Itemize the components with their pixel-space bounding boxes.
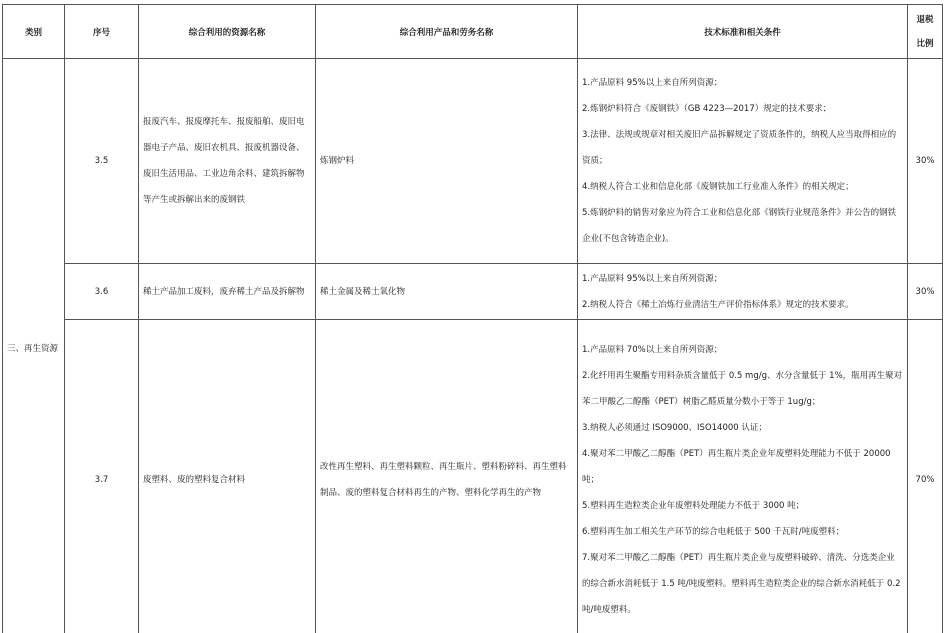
standard-cell — [578, 59, 908, 264]
standard-line: 5.塑料再生造粒类企业年废塑料处理能力不低于 3000 吨； — [582, 500, 805, 511]
standard-cell — [578, 320, 908, 633]
header-ratio-line2: 比例 — [916, 38, 934, 49]
table-row — [3, 320, 943, 633]
standard-line: 4.纳税人符合工业和信息化部《废钢铁加工行业准入条件》的相关规定； — [582, 182, 854, 192]
standard-line: 1.产品原料 95%以上来自所列资源； — [582, 78, 723, 88]
category-cell: 三、再生资源 — [3, 59, 65, 633]
seq-cell: 3.5 — [65, 59, 139, 264]
header-product: 综合利用产品和劳务名称 — [316, 5, 578, 59]
product-cell: 炼钢炉料 — [316, 59, 578, 264]
resource-cell: 废塑料、废的塑料复合材料 — [139, 320, 316, 633]
header-standard: 技术标准和相关条件 — [578, 5, 908, 59]
standard-line: 3.纳税人必须通过 ISO9000、ISO14000 认证； — [582, 422, 767, 433]
standard-line: 1.产品原料 95%以上来自所列资源； — [582, 273, 723, 284]
table-row — [3, 59, 943, 264]
seq-cell: 3.7 — [65, 320, 139, 633]
header-resource: 综合利用的资源名称 — [139, 5, 316, 59]
ratio-cell: 30% — [908, 264, 943, 320]
resource-cell: 报废汽车、报废摩托车、报废船舶、废旧电器电子产品、废旧农机具、报废机器设备、废旧生活用品、工业边角余料、建筑拆解物等产生或拆解出来的废钢铁 — [139, 59, 316, 264]
policy-table — [2, 4, 943, 633]
standard-line: 2.炼钢炉料符合《废钢铁》（GB 4223—2017）规定的技术要求； — [582, 104, 832, 114]
header-row — [3, 5, 943, 59]
table-row — [3, 264, 943, 320]
ratio-cell: 70% — [908, 320, 943, 633]
header-seq: 序号 — [65, 5, 139, 59]
standard-line: 6.塑料再生加工相关生产环节的综合电耗低于 500 千瓦时/吨废塑料； — [582, 526, 845, 537]
standard-line: 4.聚对苯二甲酸乙二醇酯（PET）再生瓶片类企业年废塑料处理能力不低于 20000 吨； — [582, 448, 891, 485]
standard-line: 2.化纤用再生聚酯专用料杂质含量低于 0.5 mg/g、水分含量低于 1%，瓶用再生聚对苯二甲酸乙二醇酯（PET）树脂乙醛质量分数小于等于 1ug/g； — [582, 370, 903, 407]
standard-cell — [578, 264, 908, 320]
resource-cell: 稀土产品加工废料，废弃稀土产品及拆解物 — [139, 264, 316, 320]
standard-line: 7.聚对苯二甲酸乙二醇酯（PET）再生瓶片类企业与废塑料破碎、清洗、分选类企业的综合新水消耗低于 1.5 吨/吨废塑料。塑料再生造粒类企业的综合新水消耗低于 0.2 吨/吨废塑料。 — [582, 552, 901, 615]
standard-line: 5.炼钢炉料的销售对象应为符合工业和信息化部《钢铁行业规范条件》并公告的钢铁企业(不包含铸造企业)。 — [582, 208, 897, 244]
standard-line: 2.纳税人符合《稀土冶炼行业清洁生产评价指标体系》规定的技术要求。 — [582, 299, 854, 310]
standard-line: 1.产品原料 70%以上来自所列资源； — [582, 344, 723, 355]
header-ratio — [908, 5, 943, 59]
product-cell: 改性再生塑料、再生塑料颗粒、再生瓶片、塑料粉碎料、再生塑料制品、废的塑料复合材料再生的产物、塑料化学再生的产物 — [316, 320, 578, 633]
product-cell: 稀土金属及稀土氧化物 — [316, 264, 578, 320]
seq-cell: 3.6 — [65, 264, 139, 320]
header-category: 类别 — [3, 5, 65, 59]
standard-line: 3.法律、法规或规章对相关废旧产品拆解规定了资质条件的，纳税人应当取得相应的资质； — [582, 130, 897, 166]
ratio-cell: 30% — [908, 59, 943, 264]
header-ratio-line1: 退税 — [916, 14, 934, 25]
